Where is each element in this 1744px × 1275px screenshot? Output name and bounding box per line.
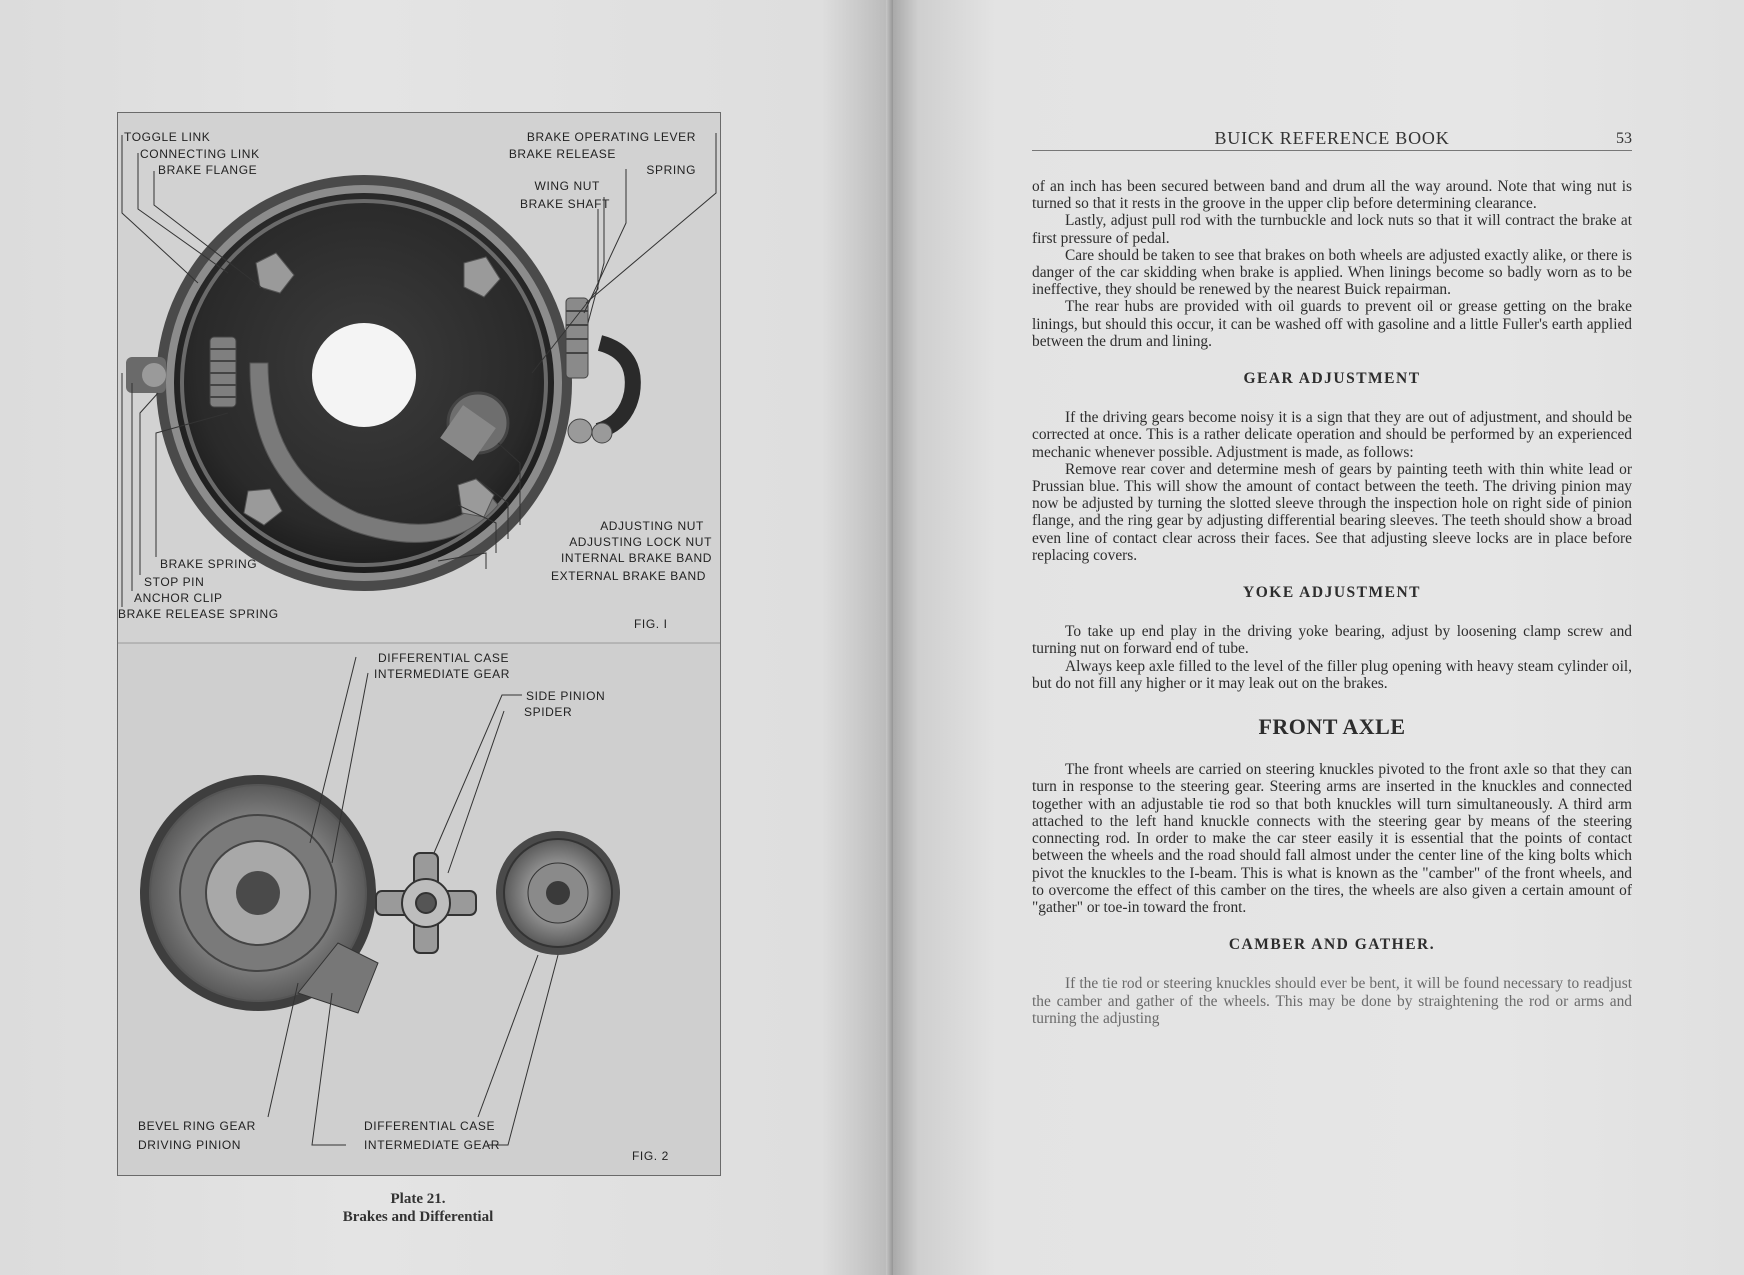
callout-brake-spring: BRAKE SPRING (160, 557, 258, 571)
callout-adjusting-nut: ADJUSTING NUT (600, 519, 704, 533)
callout-driving-pinion: DRIVING PINION (138, 1138, 242, 1152)
paragraph: Remove rear cover and determine mesh of gears by painting teeth with thin white lead or Prussian blue. This will show the amount of contact between the teeth. The driving pinion may now be adjusted by turning the slotted sleeve through the inspection hole on right side of pinion flange, and the ring gear by adjusting differential bearing sleeves. The teeth should show a broad even line of contact clear across their faces. See that adjusting sleeve locks are in place before replacing covers. (1032, 460, 1632, 564)
paragraph: of an inch has been secured between band and drum all the way around. Note that wing nut is turned so that it rests in the groove in the upper clip before determining clearance. (1032, 178, 1632, 213)
callout-stop-pin: STOP PIN (144, 575, 205, 589)
plate-21-illustration (117, 112, 721, 1176)
paragraph: If the driving gears become noisy it is a sign that they are out of adjustment, and should be corrected at once. This is a rather delicate operation and should be performed by an experienced mechanic whenever possible. Adjustment is made, as follows: (1032, 409, 1632, 461)
paragraph: Lastly, adjust pull rod with the turnbuckle and lock nuts so that it will contract the brake at first pressure of pedal. (1032, 212, 1632, 247)
body-text (1032, 178, 1632, 1027)
fig-2-label: FIG. 2 (632, 1149, 669, 1163)
differential-case-shape (496, 831, 620, 955)
camber-gather-heading: CAMBER AND GATHER. (1228, 936, 1436, 954)
callout-wing-nut: WING NUT (534, 179, 600, 193)
callout-adjusting-lock-nut: ADJUSTING LOCK NUT (569, 535, 712, 549)
running-title: BUICK REFERENCE BOOK (1214, 128, 1450, 148)
callout-brake-operating-lever: BRAKE OPERATING LEVER (526, 130, 696, 144)
paragraph: Always keep axle filled to the level of the filler plug opening with heavy steam cylinder oil, but do not fill any higher or it may leak out on the brakes. (1032, 657, 1632, 692)
paragraph: If the tie rod or steering knuckles should ever be bent, it will be found necessary to readjust the camber and gather of the wheels. This may be done by straightening the rod or arms and turning the adjusting (1032, 975, 1632, 1027)
callout-intermediate-gear-bottom: INTERMEDIATE GEAR (364, 1138, 500, 1152)
callout-anchor-clip: ANCHOR CLIP (134, 591, 223, 605)
callout-bevel-ring-gear: BEVEL RING GEAR (138, 1119, 256, 1133)
paragraph: The rear hubs are provided with oil guards to prevent oil or grease getting on the brake linings, but should this occur, it can be washed off with gasoline and a little Fuller's earth applied between the drum and lining. (1032, 298, 1632, 350)
callout-side-pinion: SIDE PINION (526, 689, 606, 703)
front-axle-heading: FRONT AXLE (1258, 714, 1406, 740)
hub-opening-shape (312, 323, 416, 427)
callout-brake-shaft: BRAKE SHAFT (520, 197, 610, 211)
callout-differential-case-top: DIFFERENTIAL CASE (378, 651, 510, 665)
paragraph: The front wheels are carried on steering knuckles pivoted to the front axle so that they can turn in response to the steering gear. Steering arms are inserted in the knuckles and connected together with an adjustable tie rod so that both knuckles will turn simultaneously. A third arm attached to the left hand knuckle connects with the steering gear by means of the steering connecting rod. In order to make the car steer easily it is essential that the points of contact between the wheels and the road should fall almost under the center line of the king bolts which pivot the knuckles to the I-beam. This is what is known as the "camber" of the front wheels, and to overcome the effect of this camber on the tires, the wheels are also given a certain amount of "gather" or toe-in toward the front. (1032, 761, 1632, 916)
plate-number: Plate 21. (390, 1191, 446, 1207)
spider-shape (376, 853, 476, 953)
callout-connecting-link: CONNECTING LINK (140, 147, 260, 161)
callout-differential-case-bottom: DIFFERENTIAL CASE (364, 1119, 496, 1133)
callout-intermediate-gear-top: INTERMEDIATE GEAR (374, 667, 510, 681)
paragraph: Care should be taken to see that brakes on both wheels are adjusted exactly alike, or there is danger of the car skidding when brake is applied. When linings become so badly worn as to be ineffective, they should be renewed by the nearest Buick repairman. (1032, 246, 1632, 299)
paragraph: To take up end play in the driving yoke bearing, adjust by loosening clamp screw and turning nut on forward end of tube. (1032, 623, 1632, 658)
fig-1-label: FIG. I (634, 617, 668, 631)
callout-external-brake-band: EXTERNAL BRAKE BAND (551, 569, 706, 583)
brake-differential-drawing (118, 113, 720, 1175)
page-number: 53 (1616, 130, 1632, 147)
callout-spider: SPIDER (524, 705, 573, 719)
callout-brake-flange: BRAKE FLANGE (158, 163, 258, 177)
callout-brake-release-spring: BRAKE RELEASE SPRING (118, 607, 279, 621)
gear-adjustment-heading: GEAR ADJUSTMENT (1243, 370, 1421, 388)
running-header (1032, 126, 1632, 151)
callout-brake-release: BRAKE RELEASE (508, 147, 616, 161)
callout-spring: SPRING (646, 163, 696, 177)
plate-title: Brakes and Differential (342, 1209, 494, 1225)
callout-toggle-link: TOGGLE LINK (124, 130, 211, 144)
callout-internal-brake-band: INTERNAL BRAKE BAND (561, 551, 712, 565)
yoke-adjustment-heading: YOKE ADJUSTMENT (1243, 584, 1421, 602)
